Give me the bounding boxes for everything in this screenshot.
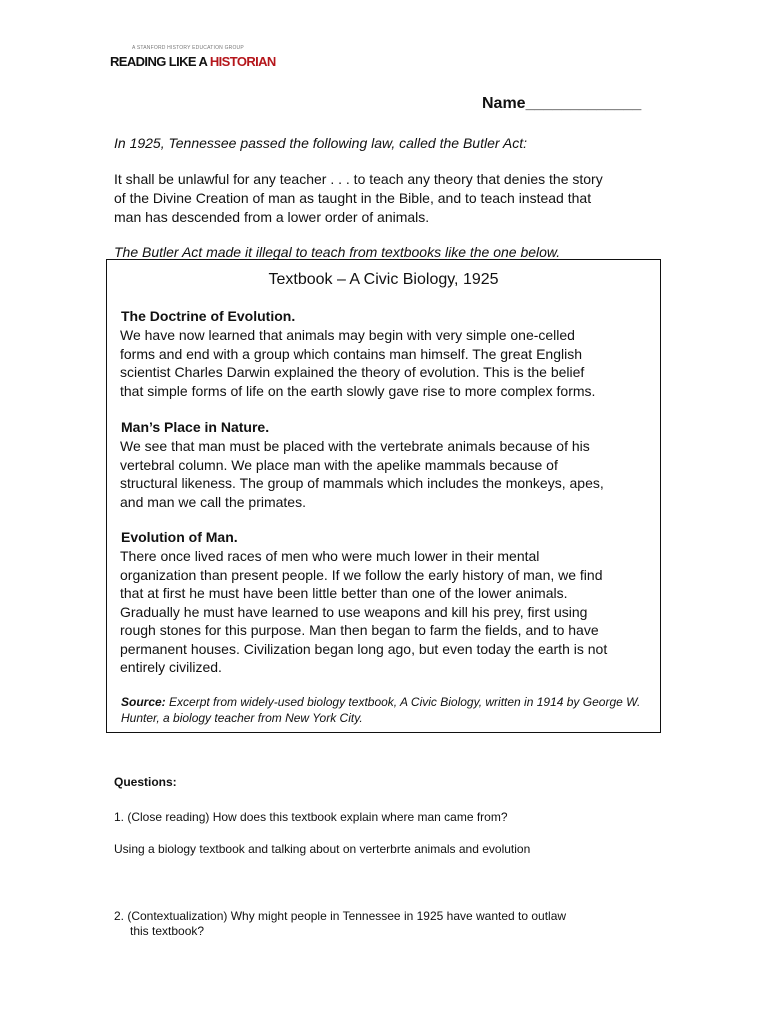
source-label: Source: [121,695,166,709]
answer-1[interactable]: Using a biology textbook and talking about on verterbrte animals and evolution [114,842,531,856]
question-2-continued: this textbook? [130,924,205,938]
butler-act-note: The Butler Act made it illegal to teach from textbooks like the one below. [114,244,561,260]
logo-wordmark [110,54,276,69]
section-body-evolution-of-man: There once lived races of men who were much lower in their mental organization than present people. If we follow the early history of man, we find that at first he must have been little better than one of the lower animals. Gradually he must have learned to use weapons and kill his prey, first using rough stones for this purpose. Man then began to farm the fields, and to have permanent houses. Civilization began long ago, but even today the earth is not entirely civilized. [120,548,608,675]
butler-act-text: It shall be unlawful for any teacher . . . to teach any theory that denies the story of the Divine Creation of man as taught in the Bible, and to teach instead that man has descended from a lower order of animals. [114,171,603,225]
logo-text-middle: O [236,54,247,69]
source-citation [121,694,651,726]
logo-text-after: RIAN [246,54,276,69]
section-body-doctrine: We have now learned that animals may begin with very simple one-celled forms and end with a group which contains man himself. The great English scientist Charles Darwin explained the theory of evolution. This is the belief that simple forms of life on the earth slowly gave rise to more complex forms. [120,327,596,399]
section-heading-evolution-of-man: Evolution of Man. [121,529,238,545]
source-text: Excerpt from widely-used biology textbook, A Civic Biology, written in 1914 by George W. Hunter, a biology teacher from New York City. [121,695,641,725]
question-1: 1. (Close reading) How does this textbook explain where man came from? [114,810,508,824]
section-body-mans-place: We see that man must be placed with the vertebrate animals because of his vertebral column. We place man with the apelike mammals because of structural likeness. The group of mammals which includes the monkeys, apes, and man we call the primates. [120,438,604,510]
textbook-title: Textbook – A Civic Biology, 1925 [268,271,499,288]
logo-tagline: A STANFORD HISTORY EDUCATION GROUP [132,45,244,51]
logo-text-before: READING LIKE A [110,54,210,69]
textbook-excerpt-box [106,259,661,733]
name-field-label: Name_____________ [482,95,642,112]
section-heading-mans-place: Man’s Place in Nature. [121,419,270,435]
question-2: 2. (Contextualization) Why might people in Tennessee in 1925 have wanted to outlaw [114,909,567,923]
section-heading-doctrine: The Doctrine of Evolution. [121,308,296,324]
logo-text-accent: HIST [209,54,237,69]
law-intro: In 1925, Tennessee passed the following law, called the Butler Act: [114,135,528,151]
reading-like-a-historian-logo [110,42,276,82]
questions-header: Questions: [114,775,177,789]
